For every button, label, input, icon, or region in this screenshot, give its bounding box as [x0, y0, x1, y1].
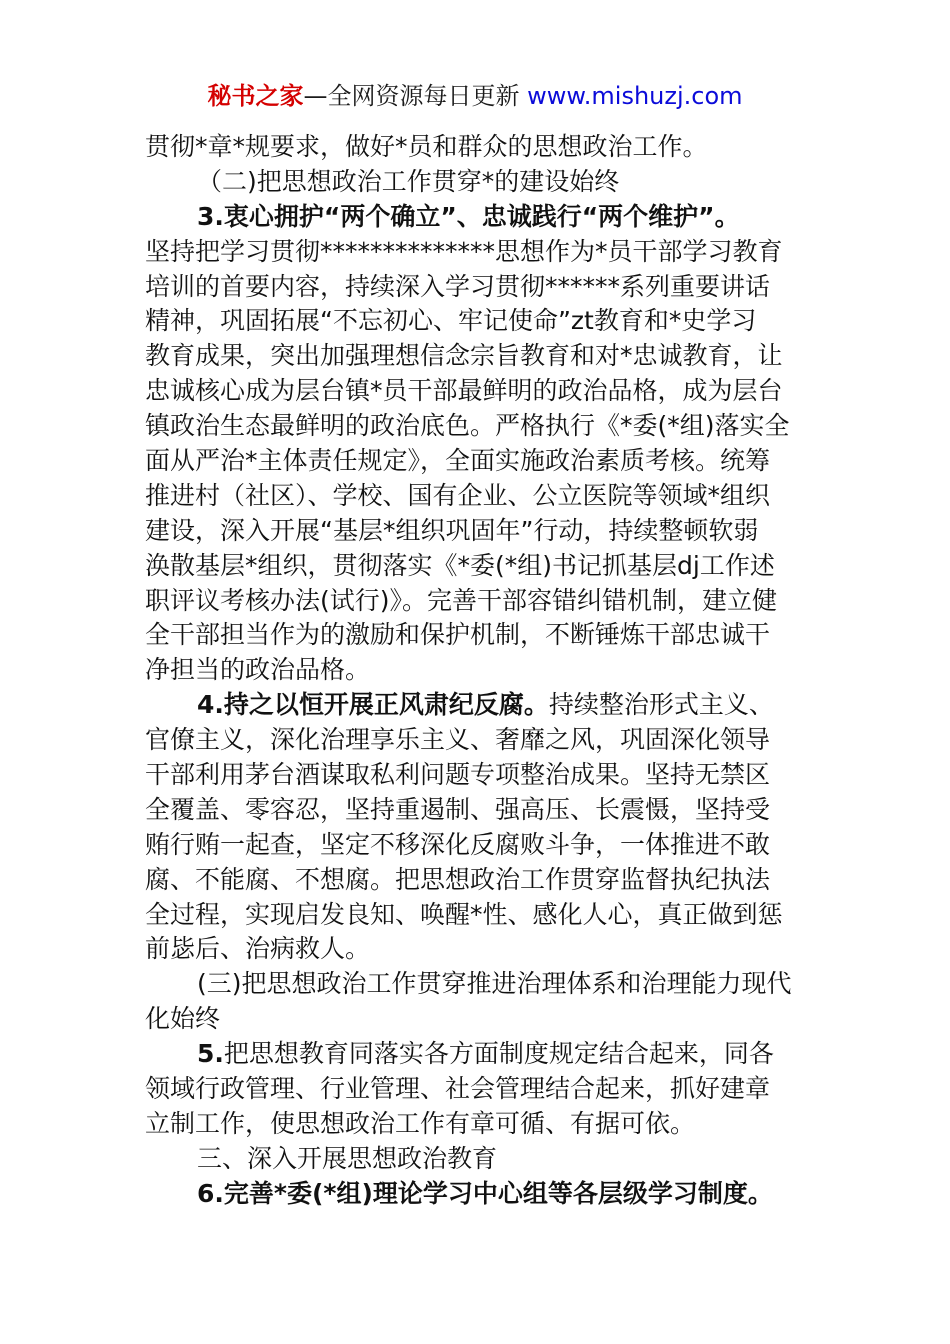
text-line: 腐、不能腐、不想腐。把思想政治工作贯穿监督执纪执法 — [145, 864, 771, 894]
chapter-heading: 三、深入开展思想政治教育 — [197, 1143, 498, 1173]
section-heading-cont: 化始终 — [145, 1004, 221, 1034]
text-line: 领域行政管理、行业管理、社会管理结合起来，抓好建章 — [145, 1074, 771, 1104]
text-run: 把思想教育同落实各方面制度规定结合起来，同各 — [223, 1039, 774, 1069]
page-header — [0, 80, 950, 112]
text-line: 全覆盖、零容忍，坚持重遏制、强高压、长震慑，坚持受 — [145, 794, 771, 824]
text-line: 精神，巩固拓展“不忘初心、牢记使命”zt教育和*史学习 — [145, 306, 757, 336]
text-run: 持续整治形式主义、 — [548, 690, 774, 720]
text-line: 推进村（社区）、学校、国有企业、公立医院等领域*组织 — [145, 480, 771, 510]
text-line: 职评议考核办法(试行)》。完善干部容错纠错机制，建立健 — [145, 585, 778, 615]
section-heading: （二)把思想政治工作贯穿*的建设始终 — [197, 166, 620, 196]
text-line: 坚持把学习贯彻**************思想作为*员干部学习教育 — [145, 236, 783, 266]
text-line: 涣散基层*组织，贯彻落实《*委(*组)书记抓基层dj工作述 — [145, 550, 775, 580]
text-line: 忠诚核心成为层台镇*员干部最鲜明的政治品格，成为层台 — [145, 376, 783, 406]
text-line: 教育成果，突出加强理想信念宗旨教育和对*忠诚教育，让 — [145, 341, 783, 371]
text-line: 立制工作，使思想政治工作有章可循、有据可依。 — [145, 1108, 696, 1138]
item-paragraph-start — [145, 688, 815, 723]
item-number: 5. — [197, 1039, 224, 1069]
text-line: 全过程，实现启发良知、唤醒*性、感化人心，真正做到惩 — [145, 899, 783, 929]
document-body — [145, 130, 815, 1212]
header-tagline: —全网资源每日更新 — [303, 82, 520, 110]
text-line: 贿行贿一起查，坚定不移深化反腐败斗争，一体推进不敢 — [145, 829, 771, 859]
text-line: 镇政治生态最鲜明的政治底色。严格执行《*委(*组)落实全 — [145, 411, 790, 441]
site-url-link[interactable]: www.mishuzj.com — [527, 82, 743, 110]
text-line: 全干部担当作为的激励和保护机制，不断锤炼干部忠诚干 — [145, 620, 771, 650]
item-heading: 4.持之以恒开展正风肃纪反腐。 — [197, 690, 549, 720]
text-line: 干部利用茅台酒谋取私利问题专项整治成果。坚持无禁区 — [145, 760, 771, 790]
text-line: 贯彻*章*规要求，做好*员和群众的思想政治工作。 — [145, 132, 708, 161]
section-heading: (三)把思想政治工作贯穿推进治理体系和治理能力现代 — [197, 969, 792, 999]
item-paragraph-start — [145, 1037, 815, 1072]
text-line: 建设，深入开展“基层*组织巩固年”行动，持续整顿软弱 — [145, 515, 759, 545]
brand-name: 秘书之家 — [207, 82, 304, 110]
text-line: 净担当的政治品格。 — [145, 655, 371, 685]
text-line: 前毖后、治病救人。 — [145, 934, 371, 964]
text-line: 培训的首要内容，持续深入学习贯彻******系列重要讲话 — [145, 271, 771, 301]
text-line: 面从严治*主体责任规定》，全面实施政治素质考核。统筹 — [145, 446, 771, 476]
item-heading: 6.完善*委(*组)理论学习中心组等各层级学习制度。 — [197, 1178, 773, 1208]
text-line: 官僚主义，深化治理享乐主义、奢靡之风，巩固深化领导 — [145, 725, 771, 755]
item-heading: 3.衷心拥护“两个确立”、忠诚践行“两个维护”。 — [197, 201, 740, 231]
